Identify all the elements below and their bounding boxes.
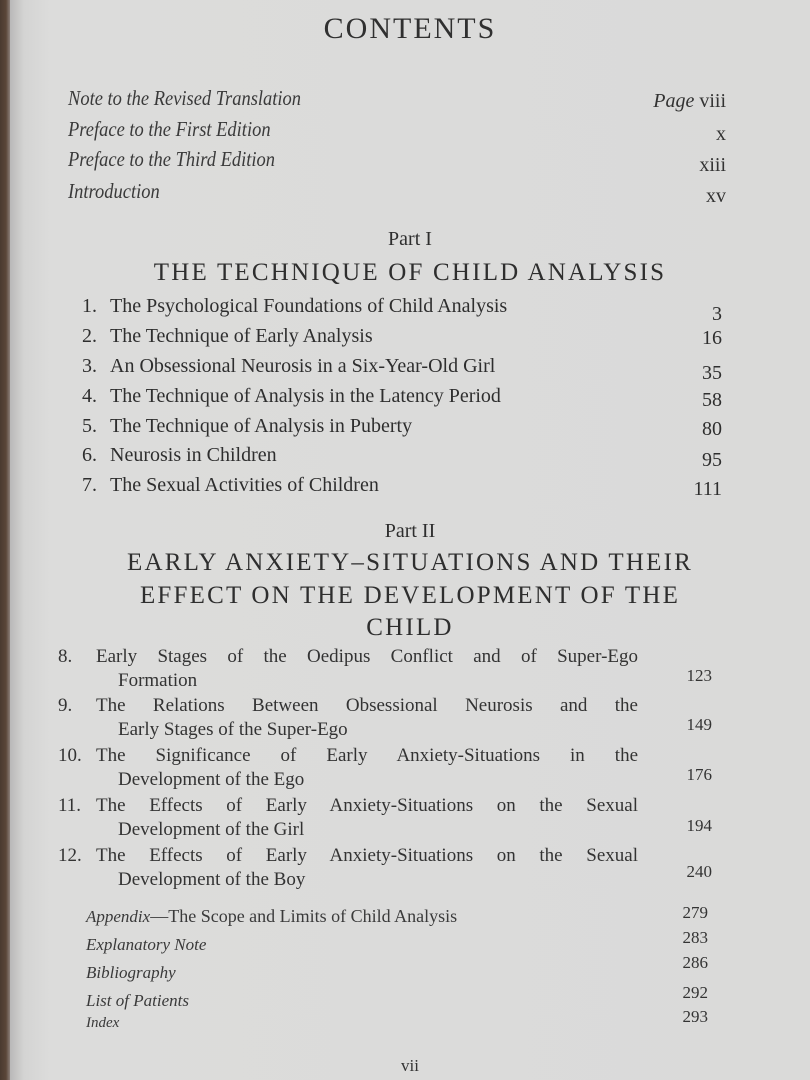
chapter-1: 1. The Psychological Foundations of Child Analysis <box>82 295 508 317</box>
part-2-title-line-1: EARLY ANXIETY–SITUATIONS AND THEIR <box>126 549 694 576</box>
page-title: CONTENTS <box>323 12 497 45</box>
chapter-7-page: 111 <box>693 478 722 500</box>
chapter-5-page: 80 <box>702 418 722 440</box>
chapter-6-page: 95 <box>702 449 722 471</box>
toc-entry-appendix: Appendix—The Scope and Limits of Child Analysis <box>86 906 458 926</box>
chapter-7: 7. The Sexual Activities of Children <box>82 474 379 496</box>
toc-entry-preface-first: Preface to the First Edition <box>68 117 271 141</box>
chapter-9: 9. The Relations Between Obsessional Neurosis and the Early Stages of the Super-Ego <box>58 695 638 740</box>
chapter-6: 6. Neurosis in Children <box>82 444 277 466</box>
chapter-8-page: 123 <box>686 666 712 685</box>
toc-page-index: 293 <box>682 1007 708 1026</box>
chapter-4-page: 58 <box>702 389 722 411</box>
toc-page-appendix: 279 <box>682 903 708 922</box>
chapter-1-page: 3 <box>712 303 722 325</box>
toc-entry-index: Index <box>86 1015 120 1031</box>
chapter-2: 2. The Technique of Early Analysis <box>82 325 373 347</box>
toc-page-introduction: xv <box>706 185 726 207</box>
contents-page <box>10 0 810 1080</box>
chapter-4: 4. The Technique of Analysis in the Latency Period <box>82 385 501 407</box>
chapter-12-page: 240 <box>686 862 712 881</box>
toc-page-bibliography: 286 <box>682 953 708 972</box>
chapter-8: 8. Early Stages of the Oedipus Conflict and of Super-Ego Formation <box>58 646 638 691</box>
toc-entry-note: Note to the Revised Translation <box>68 86 302 110</box>
toc-page-preface-third: xiii <box>699 154 726 176</box>
chapter-11-page: 194 <box>686 816 712 835</box>
toc-entry-preface-third: Preface to the Third Edition <box>68 147 276 171</box>
toc-page-preface-first: x <box>716 123 726 145</box>
toc-page-list-of-patients: 292 <box>682 983 708 1002</box>
part-2-label: Part II <box>384 520 436 542</box>
toc-entry-introduction: Introduction <box>68 179 160 203</box>
chapter-12: 12. The Effects of Early Anxiety-Situations on the Sexual Development of the Boy <box>58 845 638 890</box>
chapter-11: 11. The Effects of Early Anxiety-Situations on the Sexual Development of the Girl <box>58 795 638 840</box>
chapter-2-page: 16 <box>702 327 722 349</box>
chapter-3: 3. An Obsessional Neurosis in a Six-Year-Old Girl <box>82 355 496 377</box>
chapter-10: 10. The Significance of Early Anxiety-Situations in the Development of the Ego <box>58 745 638 790</box>
chapter-10-page: 176 <box>686 765 712 784</box>
part-2-title-line-2: EFFECT ON THE DEVELOPMENT OF THE <box>139 582 681 609</box>
toc-page-note: Page viii <box>653 90 726 112</box>
toc-entry-explanatory-note: Explanatory Note <box>86 935 207 954</box>
part-2-title-line-3: CHILD <box>366 614 454 641</box>
page-number: vii <box>401 1056 419 1075</box>
toc-entry-bibliography: Bibliography <box>86 963 176 982</box>
toc-entry-list-of-patients: List of Patients <box>86 991 189 1010</box>
chapter-5: 5. The Technique of Analysis in Puberty <box>82 415 413 437</box>
toc-page-explanatory-note: 283 <box>682 928 708 947</box>
book-binding-edge <box>0 0 10 1080</box>
part-1-label: Part I <box>388 228 432 250</box>
chapter-3-page: 35 <box>702 362 722 384</box>
chapter-9-page: 149 <box>686 715 712 734</box>
part-1-title: THE TECHNIQUE OF CHILD ANALYSIS <box>153 259 667 286</box>
